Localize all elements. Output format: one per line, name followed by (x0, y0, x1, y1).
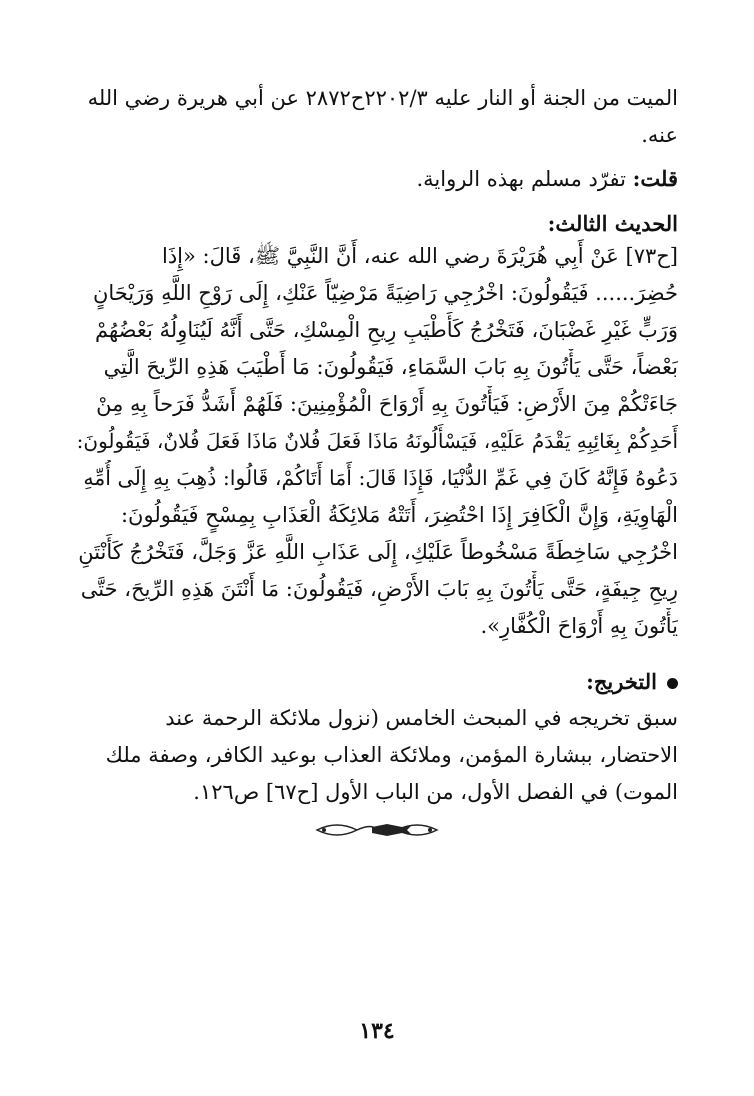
page-number: ١٣٤ (359, 1018, 395, 1044)
hadith-line: وَرَبٍّ غَيْرِ غَضْبَانَ، فَتَخْرُجُ كَأَطْيَبِ رِيحِ الْمِسْكِ، حَتَّى أَنَّهُ لَيُنَاوِلُهُ بَعْضُهُمْ (95, 318, 678, 342)
hadith-text (76, 238, 678, 645)
takhrij-line: الاحتضار، ببشارة المؤمن، وملائكة العذاب بوعيد الكافر، وصفة ملك (105, 743, 678, 767)
ornament-divider-icon (312, 815, 442, 845)
hadith-line: الْهَاوِيَةِ، وَإِنَّ الْكَافِرَ إِذَا احْتُضِرَ، أَتَتْهُ مَلائِكَةُ الْعَذَابِ بِمِسْحٍ فَيَقُولُونَ: (120, 503, 678, 527)
hadith-line: بَعْضاً، حَتَّى يَأْتُونَ بِهِ بَابَ السَّمَاءِ، فَيَقُولُونَ: مَا أَطْيَبَ هَذِهِ الرِّيحَ الَّتِي (103, 355, 678, 379)
hadith-heading-block (76, 205, 678, 242)
hadith-line: رِيحِ جِيفَةٍ، حَتَّى يَأْتُونَ بِهِ بَابَ الأَرْضِ، فَيَقُولُونَ: مَا أَنْتَنَ هَذِهِ الرِّيحَ، حَتَّى (80, 577, 678, 601)
hadith-line: جَاءَتْكُمْ مِنَ الأَرْضِ: فَيَأْتُونَ بِهِ أَرْوَاحَ الْمُؤْمِنِينَ: فَلَهُمْ أَشَدُّ فَرَحاً بِهِ مِنْ (96, 392, 678, 416)
takhrij-text (76, 700, 678, 811)
hadith-line: دَعُوهُ فَإِنَّهُ كَانَ فِي غَمِّ الدُّنْيَا، فَإِذَا قَالَ: أَمَا أَتَاكُمْ، قَالُوا: ذُهِبَ بِهِ إِلَى أُمِّهِ (83, 466, 678, 490)
takhrij-line: الموت) في الفصل الأول، من الباب الأول [ح٦٧] ص١٢٦. (193, 780, 678, 804)
takhrij-heading-block (76, 663, 678, 700)
hadith-line: اخْرُجِي سَاخِطَةً مَسْخُوطاً عَلَيْكِ، إِلَى عَذَابِ اللَّهِ عَزَّ وَجَلَّ، فَتَخْرُجُ كَأَنْتَنِ (78, 540, 678, 564)
takhrij-heading: التخريج: (586, 669, 657, 694)
hadith-line: [ح٧٣] عَنْ أَبِي هُرَيْرَةَ رضي الله عنه، أَنَّ النَّبِيَّ ﷺ، قَالَ: «إِذَا (161, 244, 678, 268)
takhrij-line: سبق تخريجه في المبحث الخامس (نزول ملائكة الرحمة عند (165, 706, 678, 730)
paragraph-line: الميت من الجنة أو النار عليه ٢٢٠٢/٣ح٢٨٧٢ عن أبي هريرة رضي الله (87, 86, 678, 110)
bullet-icon (667, 678, 678, 689)
note-label: قلت: (632, 166, 678, 191)
hadith-line: حُضِرَ...... فَيَقُولُونَ: اخْرُجِي رَاضِيَةً مَرْضِيّاً عَنْكِ، إِلَى رَوْحِ اللَّهِ وَرَيْحَانٍ (92, 281, 678, 305)
previous-takhrij-paragraph (76, 80, 678, 154)
hadith-heading: الحديث الثالث: (547, 211, 678, 236)
note-text: تفرّد مسلم بهذه الرواية. (416, 167, 626, 191)
hadith-line: يَأْتُونَ بِهِ أَرْوَاحَ الْكُفَّارِ». (480, 614, 678, 638)
note-paragraph (76, 160, 678, 198)
hadith-line: أَحَدِكُمْ بِغَائِبِهِ يَقْدَمُ عَلَيْهِ، فَيَسْأَلُونَهُ مَاذَا فَعَلَ فُلانٌ مَاذَا فَعَلَ فُلانٌ، فَيَقُولُونَ: (76, 429, 678, 453)
paragraph-line: عنه. (641, 123, 678, 147)
